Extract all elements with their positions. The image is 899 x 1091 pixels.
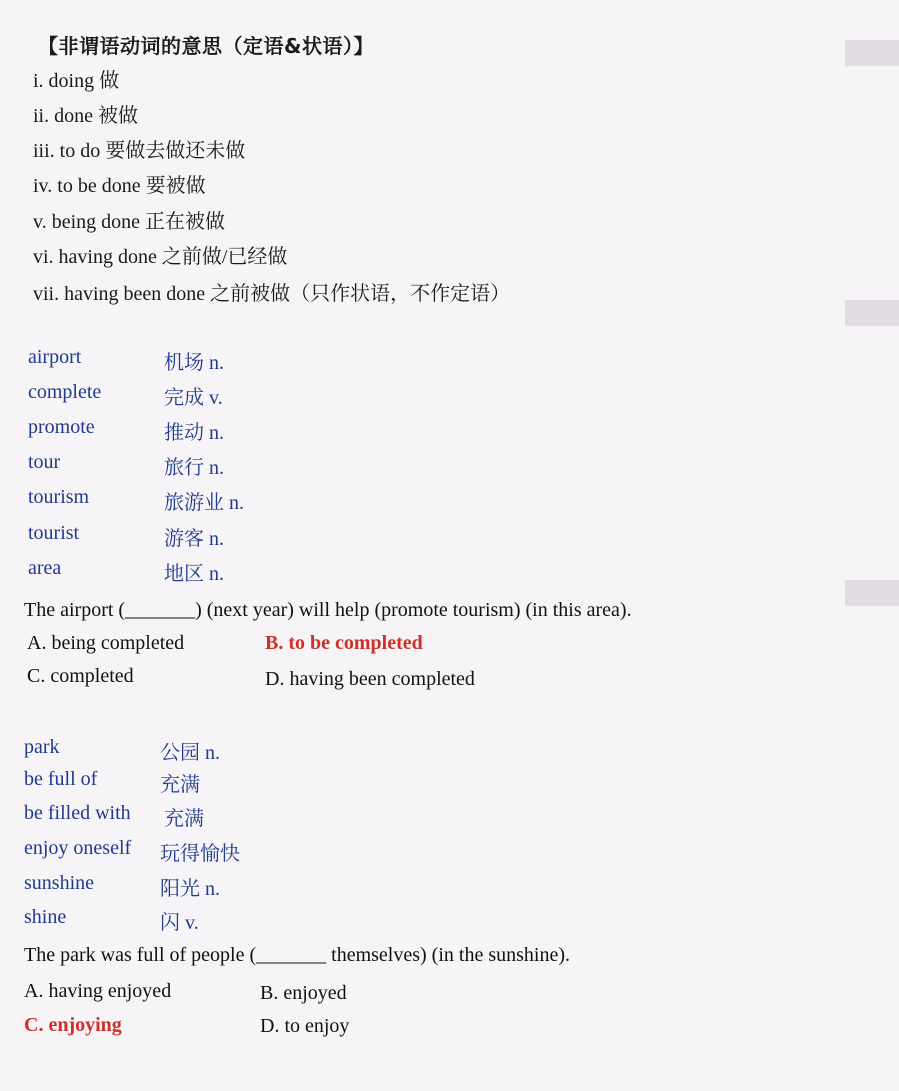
definition-item: vi. having done 之前做/已经做 [33,246,288,268]
vocab-meaning: 完成 v. [164,387,223,409]
question-2-option-d: D. to enjoy [260,1015,350,1037]
question-2-option-a: A. having enjoyed [24,980,172,1002]
vocab-meaning: 阳光 n. [160,878,220,900]
vocab-term: tourism [28,486,90,508]
definition-item: ii. done 被做 [33,105,138,127]
question-1-stem: The airport (_______) (next year) will help (promote tourism) (in this area). [24,599,632,621]
vocab-term: tourist [28,522,80,544]
vocab-meaning: 旅游业 n. [164,492,244,514]
vocab-meaning: 机场 n. [164,352,224,374]
vocab-term: enjoy oneself [24,837,132,859]
vocab-term: tour [28,451,61,473]
vocab-meaning: 推动 n. [164,422,224,444]
definition-item: v. being done 正在被做 [33,211,226,233]
vocab-meaning: 地区 n. [164,563,224,585]
vocab-meaning: 公园 n. [160,742,220,764]
vocab-meaning: 旅行 n. [164,457,224,479]
question-1-option-c: C. completed [27,665,134,687]
vocab-term: be full of [24,768,98,790]
vocab-term: complete [28,381,102,403]
question-2-option-b: B. enjoyed [260,982,347,1004]
question-1-option-b-correct: B. to be completed [265,632,423,654]
vocab-meaning: 游客 n. [164,528,224,550]
vocab-meaning: 充满 [164,808,204,830]
vocab-meaning: 闪 v. [160,912,199,934]
vocab-term: promote [28,416,95,438]
question-1-option-d: D. having been completed [265,668,475,690]
question-2-stem: The park was full of people (_______ themselves) (in the sunshine). [24,944,570,966]
vocab-term: area [28,557,62,579]
vocab-term: sunshine [24,872,94,894]
vocab-term: shine [24,906,67,928]
vocab-meaning: 玩得愉快 [160,843,240,865]
question-2-option-c-correct: C. enjoying [24,1014,122,1036]
vocab-term: park [24,736,60,758]
definition-item: iii. to do 要做去做还未做 [33,140,246,162]
section-heading: 【非谓语动词的意思（定语&状语）】 [38,34,374,58]
vocab-term: be filled with [24,802,131,824]
question-1-option-a: A. being completed [27,632,185,654]
definition-item: vii. having been done 之前被做（只作状语，不作定语） [33,283,511,305]
definition-item: iv. to be done 要被做 [33,175,206,197]
definition-item: i. doing 做 [33,70,120,92]
vocab-term: airport [28,346,82,368]
vocab-meaning: 充满 [160,774,200,796]
